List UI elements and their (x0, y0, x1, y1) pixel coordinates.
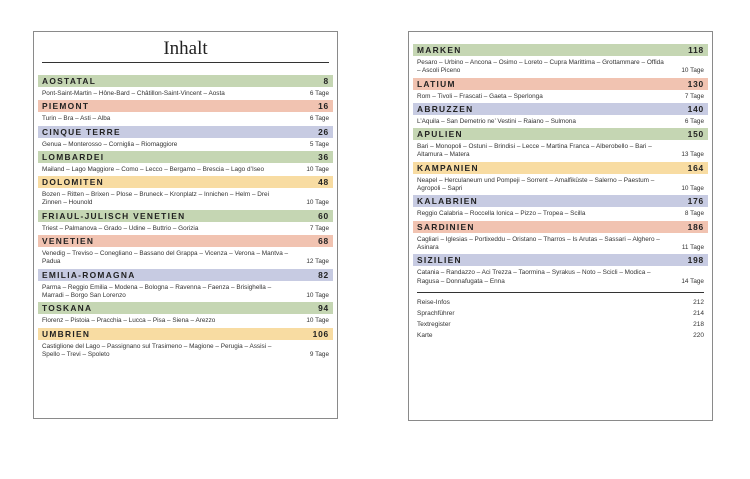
region-page-number: 60 (318, 210, 329, 221)
places-list: Genua – Monterosso – Corniglia – Riomaggiore (42, 140, 178, 148)
region-header-band (413, 44, 708, 56)
region-name: LOMBARDEI (42, 151, 105, 162)
region-page-number: 36 (318, 151, 329, 162)
region-page-number: 164 (687, 162, 704, 173)
region-places (413, 207, 708, 220)
trip-duration: 7 Tage (684, 92, 704, 100)
appendix-item (417, 319, 704, 330)
toc-region-entry (38, 210, 333, 235)
region-header-band (38, 151, 333, 163)
trip-duration: 10 Tage (681, 67, 704, 75)
places-list: Neapel – Herculaneum und Pompeji – Sorrent – Amalfiküste – Salerno – Paestum – Agropoli – Sapri (417, 176, 655, 193)
region-header-band (413, 254, 708, 266)
region-name: SIZILIEN (417, 255, 462, 266)
trip-duration: 11 Tage (681, 243, 704, 251)
region-name: ABRUZZEN (417, 103, 474, 114)
trip-duration: 6 Tage (309, 90, 329, 97)
places-list: Rom – Tivoli – Frascati – Gaeta – Sperlonga (417, 92, 543, 100)
toc-region-entry (413, 162, 708, 196)
appendix-label: Textregister (417, 320, 451, 328)
region-page-number: 94 (318, 303, 329, 314)
region-page-number: 176 (687, 196, 704, 207)
places-list: Cagliari – Iglesias – Portixeddu – Oristano – Tharros – Is Arutas – Sassari – Alghero – Asinara (417, 235, 660, 251)
region-page-number: 82 (318, 269, 329, 280)
region-header-band (38, 75, 333, 87)
region-header-band (38, 269, 333, 281)
toc-region-entry (38, 328, 333, 362)
region-places (38, 340, 333, 362)
region-places (413, 90, 708, 103)
trip-duration: 8 Tage (684, 210, 704, 218)
trip-duration: 9 Tage (309, 350, 329, 358)
appendix-page-number: 218 (693, 320, 704, 328)
appendix-item (417, 308, 704, 319)
region-name: EMILIA-ROMAGNA (42, 269, 136, 280)
toc-region-entry (38, 176, 333, 210)
region-page-number: 48 (318, 177, 329, 188)
region-header-band (38, 210, 333, 222)
region-header-band (38, 100, 333, 112)
region-places (413, 233, 708, 255)
region-page-number: 186 (687, 221, 704, 232)
region-places (38, 112, 333, 125)
toc-page-left (33, 31, 338, 419)
toc-region-entry (413, 128, 708, 162)
toc-region-entry (38, 269, 333, 303)
appendix-label: Karte (417, 331, 433, 339)
region-page-number: 68 (318, 236, 329, 247)
region-name: PIEMONT (42, 101, 90, 112)
toc-region-entry (38, 75, 333, 100)
region-name: KALABRIEN (417, 196, 479, 207)
region-name: MARKEN (417, 45, 462, 55)
region-places (38, 138, 333, 151)
places-list: Bari – Monopoli – Ostuni – Brindisi – Lecce – Martina Franca – Alberobello – Bari – Altamura – Matera (417, 143, 652, 159)
places-list: L’Aquila – San Demetrio ne’ Vestini – Raiano – Sulmona (417, 117, 576, 125)
places-list: Castiglione del Lago – Passignano sul Trasimeno – Magione – Perugia – Assisi – Spello – Trevi – Spoleto (42, 342, 272, 358)
places-list: Venedig – Treviso – Conegliano – Bassano del Grappa – Vicenza – Verona – Mantva – Padua (42, 250, 289, 266)
region-header-band (38, 235, 333, 247)
region-header-band (413, 78, 708, 90)
region-list (34, 75, 337, 361)
region-name: DOLOMITEN (42, 177, 104, 188)
region-header-band (38, 126, 333, 138)
trip-duration: 10 Tage (306, 165, 329, 173)
places-list: Florenz – Pistoia – Pracchia – Lucca – Pisa – Siena – Arezzo (42, 317, 216, 325)
region-page-number: 106 (312, 328, 329, 339)
region-places (38, 188, 333, 210)
region-list (409, 44, 712, 288)
region-name: APULIEN (417, 129, 463, 140)
region-places (38, 222, 333, 235)
region-header-band (413, 162, 708, 174)
toc-region-entry (413, 221, 708, 255)
toc-region-entry (38, 235, 333, 269)
toc-region-entry (413, 254, 708, 288)
appendix-page-number: 220 (693, 331, 704, 339)
region-page-number: 140 (687, 103, 704, 114)
toc-region-entry (413, 78, 708, 103)
region-places (38, 247, 333, 269)
region-places (413, 174, 708, 196)
toc-page-right (408, 31, 713, 421)
region-name: AOSTATAL (42, 76, 97, 86)
appendix-page-number: 214 (693, 309, 704, 317)
places-list: Parma – Reggio Emilia – Modena – Bologna – Ravenna – Faenza – Brisighella – Marradi – Borgo San Lorenzo (42, 283, 272, 299)
places-list: Pont-Saint-Martin – Hône-Bard – Châtillon-Saint-Vincent – Aosta (42, 90, 225, 97)
divider (417, 292, 704, 293)
toc-region-entry (413, 195, 708, 220)
region-name: UMBRIEN (42, 328, 91, 339)
region-page-number: 198 (687, 255, 704, 266)
toc-region-entry (413, 103, 708, 128)
places-list: Triest – Palmanova – Grado – Udine – Buttrio – Gorizia (42, 224, 199, 232)
trip-duration: 10 Tage (306, 317, 329, 325)
region-header-band (38, 302, 333, 314)
region-page-number: 26 (318, 126, 329, 137)
region-places (413, 56, 708, 78)
trip-duration: 7 Tage (309, 224, 329, 232)
region-header-band (38, 176, 333, 188)
trip-duration: 13 Tage (681, 151, 704, 159)
trip-duration: 6 Tage (684, 117, 704, 125)
region-name: VENETIEN (42, 236, 95, 247)
region-header-band (413, 103, 708, 115)
region-places (413, 115, 708, 128)
region-page-number: 16 (318, 101, 329, 112)
region-page-number: 118 (688, 45, 704, 55)
toc-region-entry (38, 151, 333, 176)
places-list: Bozen – Ritten – Brixen – Plose – Bruneck – Kronplatz – Innichen – Helm – Drei Zinnen – Hounold (42, 191, 269, 207)
appendix-item (417, 330, 704, 341)
region-header-band (413, 221, 708, 233)
trip-duration: 10 Tage (681, 185, 704, 193)
region-page-number: 150 (687, 129, 704, 140)
region-header-band (413, 195, 708, 207)
appendix-label: Reise-Infos (417, 298, 450, 306)
places-list: Pesaro – Urbino – Ancona – Osimo – Loreto – Cupra Marittima – Grottammare – Offida – Ascoli Piceno (417, 59, 664, 75)
toc-region-entry (38, 100, 333, 125)
toc-region-entry (38, 302, 333, 327)
region-places (413, 266, 708, 288)
region-places (38, 314, 333, 327)
region-page-number: 8 (323, 76, 329, 86)
region-places (38, 87, 333, 100)
trip-duration: 12 Tage (306, 258, 329, 266)
region-name: FRIAUL-JULISCH VENETIEN (42, 210, 186, 221)
region-header-band (38, 328, 333, 340)
places-list: Reggio Calabria – Roccella Ionica – Pizzo – Tropea – Scilla (417, 210, 586, 218)
region-name: LATIUM (417, 78, 456, 89)
region-places (38, 163, 333, 176)
trip-duration: 10 Tage (306, 291, 329, 299)
trip-duration: 5 Tage (309, 140, 329, 148)
region-places (413, 140, 708, 162)
trip-duration: 6 Tage (309, 115, 329, 123)
places-list: Catania – Randazzo – Aci Trezza – Taormina – Syrakus – Noto – Scicli – Modica – Ragusa – Donnafugata – Enna (417, 269, 651, 285)
appendix-list (417, 297, 704, 341)
region-name: CINQUE TERRE (42, 126, 121, 137)
page-title: Inhalt (42, 38, 329, 63)
region-name: TOSKANA (42, 303, 93, 314)
appendix-page-number: 212 (693, 298, 704, 306)
region-name: KAMPANIEN (417, 162, 479, 173)
appendix-label: Sprachführer (417, 309, 455, 317)
region-name: SARDINIEN (417, 221, 475, 232)
toc-region-entry (413, 44, 708, 78)
trip-duration: 10 Tage (306, 199, 329, 207)
region-places (38, 281, 333, 303)
places-list: Mailand – Lago Maggiore – Como – Lecco – Bergamo – Brescia – Lago d’Iseo (42, 165, 265, 173)
appendix-item (417, 297, 704, 308)
places-list: Turin – Bra – Asti – Alba (42, 115, 111, 123)
region-header-band (413, 128, 708, 140)
region-page-number: 130 (687, 78, 704, 89)
toc-region-entry (38, 126, 333, 151)
trip-duration: 14 Tage (681, 277, 704, 285)
